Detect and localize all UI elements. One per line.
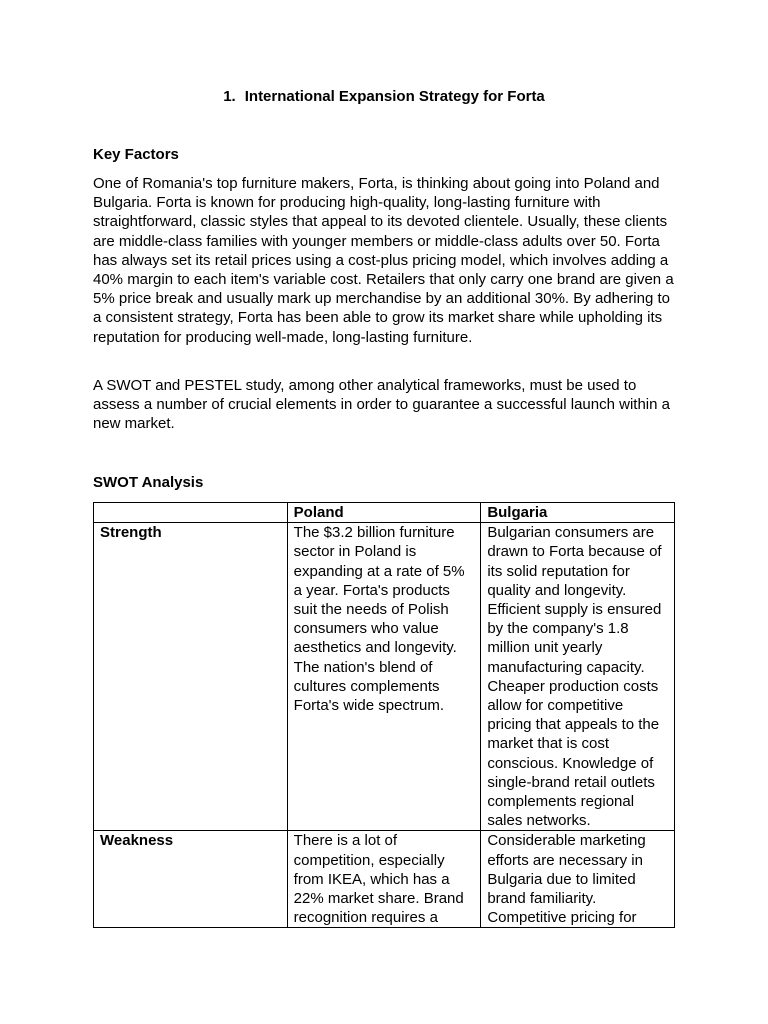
cell-strength-poland: The $3.2 billion furniture sector in Poland is expanding at a rate of 5% a year. Forta's products suit the needs of Polish consumers who value aesthetics and longevity. The nation's blend of cultures complements Forta's wide spectrum. — [287, 523, 481, 831]
swot-table — [93, 502, 675, 928]
table-row — [94, 831, 675, 928]
swot-header-row — [94, 503, 675, 523]
key-factors-paragraph-1: One of Romania's top furniture makers, Forta, is thinking about going into Poland and Bulgaria. Forta is known for producing high-quality, long-lasting furniture with straightforward, classic styles that appeal to its devoted clientele. Usually, these clients are middle-class families with younger members or middle-class adults over 50. Forta has always set its retail prices using a cost-plus pricing model, which involves adding a 40% margin to each item's variable cost. Retailers that only carry one brand are given a 5% price break and usually mark up merchandise by an additional 30%. By adhering to a consistent strategy, Forta has been able to grow its market share while upholding its reputation for producing well-made, long-lasting furniture. — [93, 175, 674, 346]
section-heading — [93, 87, 675, 106]
swot-heading: SWOT Analysis — [93, 474, 204, 491]
swot-header-empty — [94, 503, 288, 523]
swot-header-poland: Poland — [287, 503, 481, 523]
section-number: 1. — [223, 88, 236, 105]
table-row — [94, 523, 675, 831]
key-factors-paragraph-2: A SWOT and PESTEL study, among other analytical frameworks, must be used to assess a number of crucial elements in order to guarantee a successful launch within a new market. — [93, 377, 670, 433]
section-title: International Expansion Strategy for Forta — [244, 88, 545, 105]
cell-weakness-bulgaria: Considerable marketing efforts are necessary in Bulgaria due to limited brand familiarity. Competitive pricing for — [481, 831, 675, 928]
key-factors-heading: Key Factors — [93, 146, 179, 163]
row-label-strength: Strength — [94, 523, 288, 831]
row-label-weakness: Weakness — [94, 831, 288, 928]
cell-weakness-poland: There is a lot of competition, especially from IKEA, which has a 22% market share. Brand recognition requires a — [287, 831, 481, 928]
cell-strength-bulgaria: Bulgarian consumers are drawn to Forta because of its solid reputation for quality and longevity. Efficient supply is ensured by the company's 1.8 million unit yearly manufacturing capacity. Cheaper production costs allow for competitive pricing that appeals to the market that is cost conscious. Knowledge of single-brand retail outlets complements regional sales networks. — [481, 523, 675, 831]
swot-header-bulgaria: Bulgaria — [481, 503, 675, 523]
